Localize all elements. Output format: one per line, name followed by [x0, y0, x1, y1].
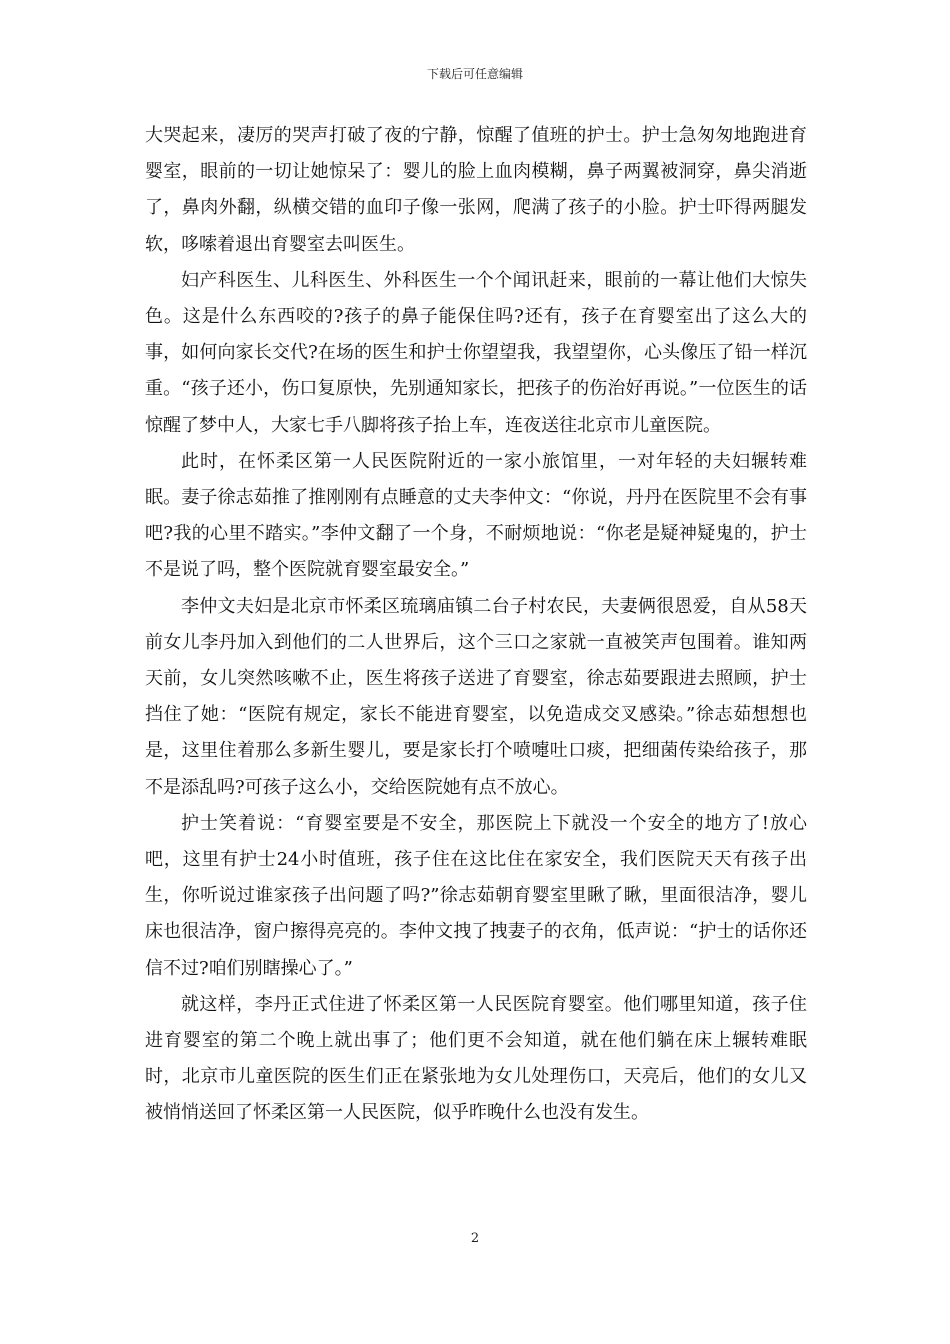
- page-number: 2: [470, 1231, 480, 1246]
- paragraph-1: 大哭起来，凄厉的哭声打破了夜的宁静，惊醒了值班的护士。护士急匆匆地跑进育婴室，眼前的一切让她惊呆了：婴儿的脸上血肉模糊，鼻子两翼被洞穿，鼻尖消逝了，鼻肉外翻，纵横交错的血印子像一张网，爬满了孩子的小脸。护士吓得两腿发软，哆嗦着退出育婴室去叫医生。: [145, 125, 807, 255]
- paragraph-5: 护士笑着说：“育婴室要是不安全，那医院上下就没一个安全的地方了!放心吧，这里有护士24小时值班，孩子住在这比住在家安全，我们医院天天有孩子出生，你听说过谁家孩子出问题了吗?”徐志茹朝育婴室里瞅了瞅，里面很洁净，婴儿床也很洁净，窗户擦得亮亮的。李仲文拽了拽妻子的衣角，低声说：“护士的话你还信不过?咱们别瞎操心了。”: [145, 812, 807, 979]
- paragraph-4: 李仲文夫妇是北京市怀柔区琉璃庙镇二台子村农民，夫妻俩很恩爱，自从58天前女儿李丹加入到他们的二人世界后，这个三口之家就一直被笑声包围着。谁知两天前，女儿突然咳嗽不止，医生将孩子送进了育婴室，徐志茹要跟进去照顾，护士挡住了她：“医院有规定，家长不能进育婴室，以免造成交叉感染。”徐志茹想想也是，这里住着那么多新生婴儿，要是家长打个喷嚏吐口痰，把细菌传染给孩子，那不是添乱吗?可孩子这么小，交给医院她有点不放心。: [145, 595, 807, 798]
- page-header: 下载后可任意编辑: [426, 67, 523, 81]
- paragraph-6: 就这样，李丹正式住进了怀柔区第一人民医院育婴室。他们哪里知道，孩子住进育婴室的第二个晚上就出事了；他们更不会知道，就在他们躺在床上辗转难眠时，北京市儿童医院的医生们正在紧张地为女儿处理伤口，天亮后，他们的女儿又被悄悄送回了怀柔区第一人民医院，似乎昨晚什么也没有发生。: [145, 993, 807, 1124]
- paragraph-3: 此时，在怀柔区第一人民医院附近的一家小旅馆里，一对年轻的夫妇辗转难眠。妻子徐志茹推了推刚刚有点睡意的丈夫李仲文：“你说，丹丹在医院里不会有事吧?我的心里不踏实。”李仲文翻了一个身，不耐烦地说：“你老是疑神疑鬼的，护士不是说了吗，整个医院就育婴室最安全。”: [145, 450, 807, 581]
- paragraph-2: 妇产科医生、儿科医生、外科医生一个个闻讯赶来，眼前的一幕让他们大惊失色。这是什么东西咬的?孩子的鼻子能保住吗?还有，孩子在育婴室出了这么大的事，如何向家长交代?在场的医生和护士你望望我，我望望你，心头像压了铅一样沉重。“孩子还小，伤口复原快，先别通知家长，把孩子的伤治好再说。”一位医生的话惊醒了梦中人，大家七手八脚将孩子抬上车，连夜送往北京市儿童医院。: [145, 269, 807, 436]
- body-text: [145, 118, 807, 1132]
